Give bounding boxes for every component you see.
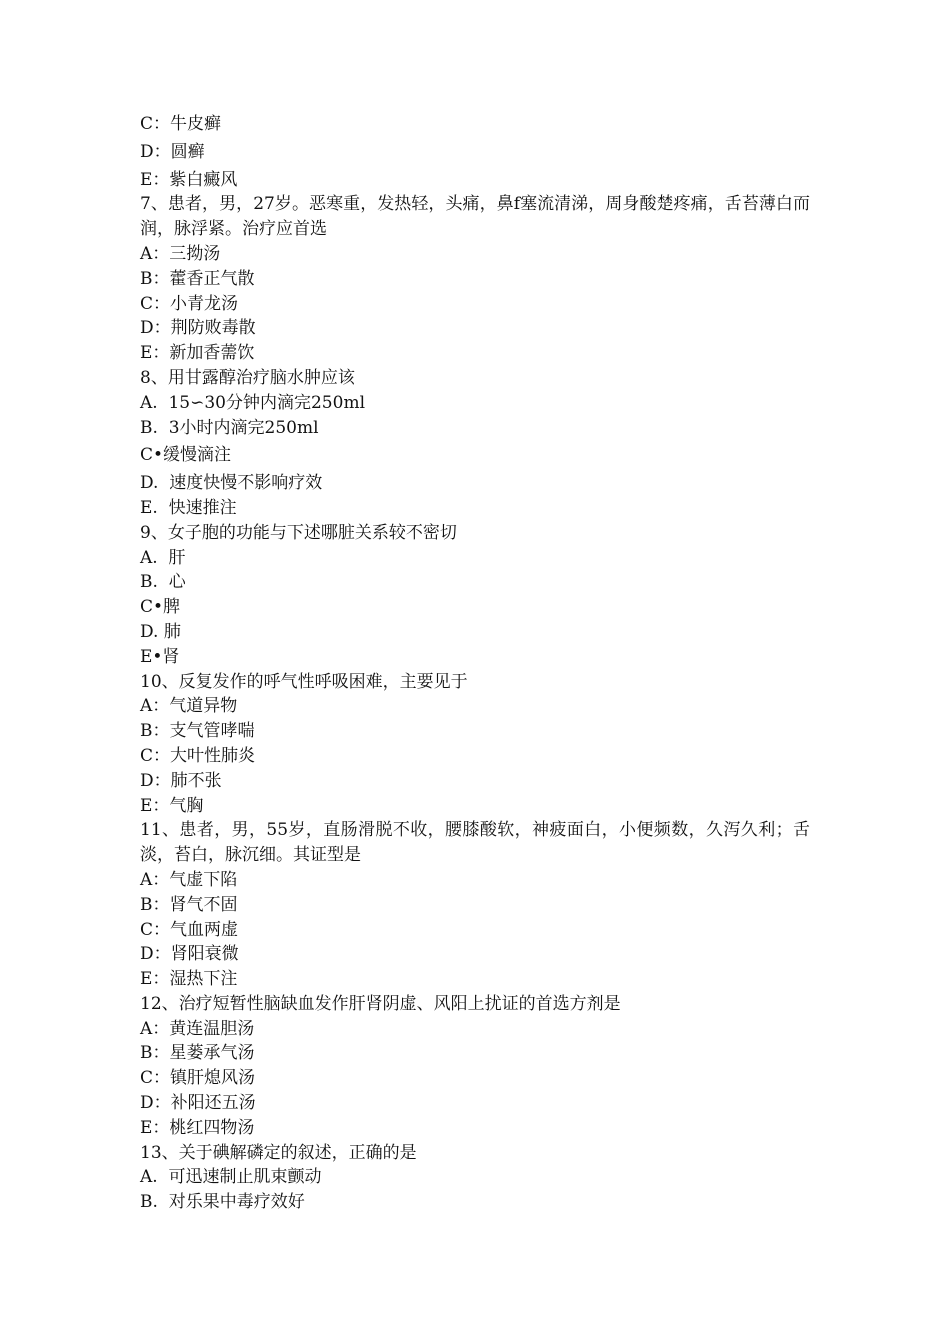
option-c: C：镇肝熄风汤: [140, 1068, 256, 1089]
question-13: 13、关于碘解磷定的叙述，正确的是: [140, 1142, 417, 1163]
option-b: B. 3小时内滴完250ml: [140, 417, 319, 438]
option-b: B：肾气不固: [140, 894, 238, 915]
option-e: E：湿热下注: [140, 969, 238, 990]
option-a: A. 可迅速制止肌束颤动: [140, 1167, 322, 1188]
question-9: 9、女子胞的功能与下述哪脏关系较不密切: [140, 522, 457, 543]
option-d: D：圆癣: [140, 141, 205, 162]
option-c: C•脾: [140, 597, 181, 618]
option-a: A. 肝: [140, 547, 186, 568]
option-d: D：肺不张: [140, 770, 222, 791]
option-c: C：牛皮癣: [140, 114, 222, 134]
option-e: E•肾: [140, 646, 180, 667]
option-b: B：藿香正气散: [140, 268, 255, 289]
option-c: C：小青龙汤: [140, 293, 239, 314]
question-8: 8、用甘露醇治疗脑水肿应该: [140, 367, 355, 388]
option-b: B. 心: [140, 572, 186, 593]
option-a: A：三拗汤: [140, 243, 221, 264]
option-a: A：气虚下陷: [140, 869, 238, 890]
option-d: D：荆防败毒散: [140, 318, 256, 339]
option-d: D. 肺: [140, 621, 181, 642]
question-11: 11、患者，男，55岁，直肠滑脱不收，腰膝酸软，神疲面白，小便频数，久泻久利；舌淡，苔白，脉沉细。其证型是: [140, 820, 810, 866]
question-7: 7、患者，男，27岁。恶寒重，发热轻，头痛，鼻f塞流清涕，周身酸楚疼痛，舌苔薄白而润，脉浮紧。治疗应首选: [140, 194, 810, 240]
option-d: D. 速度快慢不影响疗效: [140, 473, 323, 494]
option-c: C：气血两虚: [140, 919, 239, 940]
option-d: D：补阳还五汤: [140, 1093, 256, 1114]
option-b: B：星蒌承气汤: [140, 1043, 255, 1064]
option-b: B. 对乐果中毒疗效好: [140, 1192, 305, 1213]
option-c: C•缓慢滴注: [140, 445, 232, 466]
question-10: 10、反复发作的呼气性呼吸困难，主要见于: [140, 671, 468, 692]
option-d: D：肾阳衰微: [140, 944, 239, 965]
option-a: A：气道异物: [140, 696, 238, 717]
option-b: B：支气管哮喘: [140, 721, 255, 742]
option-a: A. 15∽30分钟内滴完250ml: [140, 392, 366, 413]
option-e: E：气胸: [140, 795, 204, 816]
option-e: E：桃红四物汤: [140, 1117, 255, 1138]
option-e: E. 快速推注: [140, 497, 237, 518]
option-a: A：黄连温胆汤: [140, 1018, 255, 1039]
option-c: C：大叶性肺炎: [140, 745, 256, 766]
question-12: 12、治疗短暂性脑缺血发作肝肾阴虚、风阳上扰证的首选方剂是: [140, 993, 621, 1014]
option-e: E：新加香薷饮: [140, 343, 255, 364]
option-e: E：紫白癜风: [140, 169, 238, 190]
document-body: [140, 112, 810, 1215]
